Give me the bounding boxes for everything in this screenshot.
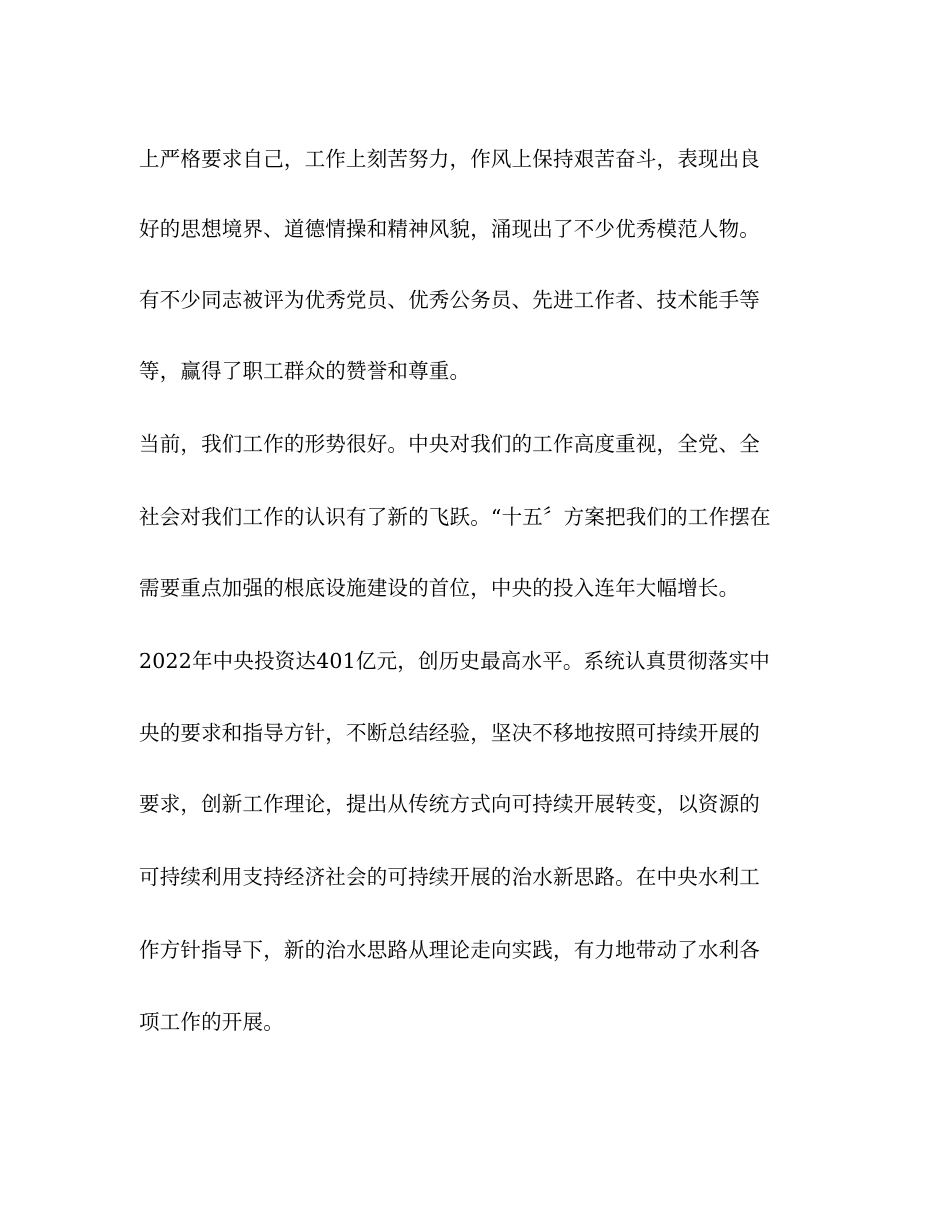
text-line: 好的思想境界、道德情操和精神风貌，涌现出了不少优秀模范人物。 (139, 217, 760, 241)
text-line: 等，赢得了职工群众的赞誉和尊重。 (139, 359, 471, 383)
text-line: 有不少同志被评为优秀党员、优秀公务员、先进工作者、技术能手等 (139, 288, 760, 312)
text-line: 项工作的开展。 (139, 1010, 284, 1034)
text-line: 2022年中央投资达401亿元，创历史最高水平。系统认真贯彻落实中 (139, 649, 770, 673)
text-line: 要求，创新工作理论，提出从传统方式向可持续开展转变，以资源的 (139, 792, 760, 816)
text-line: 央的要求和指导方针，不断总结经验，坚决不移地按照可持续开展的 (139, 721, 760, 745)
text-line: 可持续利用支持经济社会的可持续开展的治水新思路。在中央水利工 (139, 865, 760, 889)
text-line: 当前，我们工作的形势很好。中央对我们的工作高度重视，全党、全 (139, 432, 760, 456)
text-line: 作方针指导下，新的治水思路从理论走向实践，有力地带动了水利各 (139, 938, 760, 962)
text-line: 上严格要求自己，工作上刻苦努力，作风上保持艰苦奋斗，表现出良 (139, 147, 760, 171)
text-line: 需要重点加强的根底设施建设的首位，中央的投入连年大幅增长。 (139, 576, 740, 600)
text-line: 社会对我们工作的认识有了新的飞跃。“十五〞方案把我们的工作摆在 (139, 505, 771, 529)
